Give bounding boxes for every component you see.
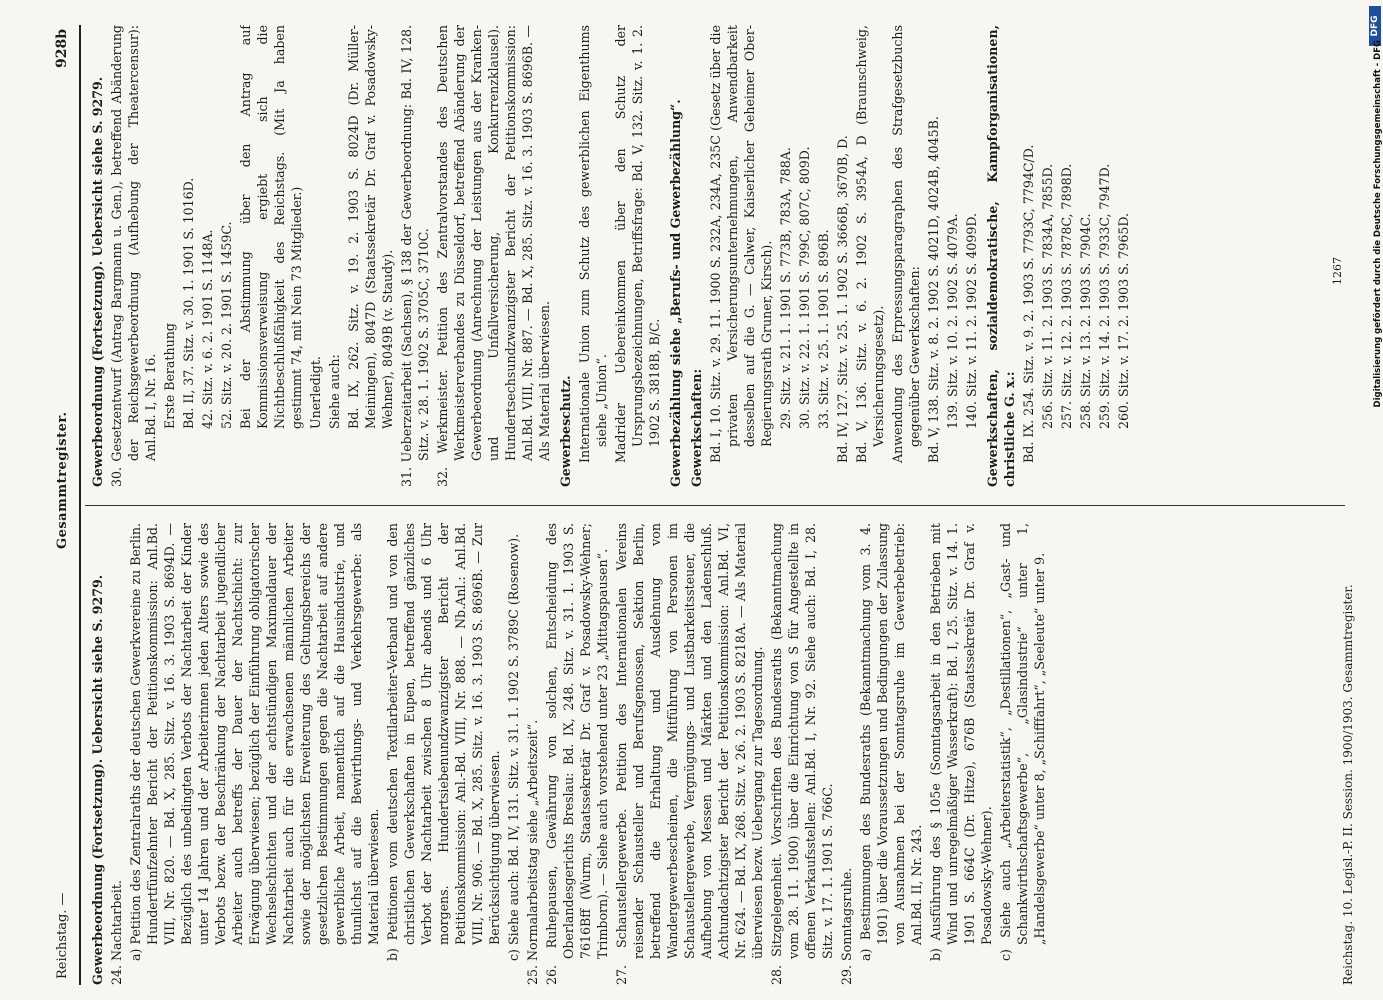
gewerbeschutz-union: Internationale Union zum Schutz des gewerblichen Eigenthums siehe „Union“. — [577, 25, 609, 463]
header-rule — [79, 25, 81, 985]
gewerkschaften-line-10: 140. Sitz. v. 11. 2. 1902 S. 4099D. — [964, 212, 979, 429]
section-heading: Gewerbeordnung (Fortsetzung). Uebersicht siehe S. 9279. — [90, 574, 105, 985]
gewerkschaften-line-4: 33. Sitz. v. 25. 1. 1901 S. 896B. — [816, 229, 831, 429]
gewerkschaften-sozial-line-3: 257. Sitz. v. 12. 2. 1903 S. 7878C, 7898D. — [1059, 163, 1074, 429]
gewerkschaften-erpressung: Anwendung des Erpressungsparagraphen des Strafgesetzbuchs gegenüber Gewerkschaften: — [890, 25, 922, 463]
page-footer — [1341, 25, 1361, 985]
gewerkschaften-line-5: Bd. IV, 127. Sitz. v. 25. 1. 1902 S. 3666B, 3670B, D. — [835, 135, 850, 463]
gewerkschaften-sozial-line-5: 259. Sitz. v. 14. 2. 1903 S. 7933C, 7947D. — [1097, 163, 1112, 429]
entry-24: 24. Nachtarbeit. — [109, 880, 124, 985]
entry-29c: c) Siehe auch „Arbeiterstatistik“, „Destillationen“, „Gast- und Schankwirthschaftsgewerbe“, „Glasindustrie“ unter 1, „Handelsgewerbe“ unter 8, „Schifffahrt“, „Seeleute“ unter 9. — [998, 523, 1047, 961]
gewerkschaften-line-2: 29. Sitz. v. 21. 1. 1901 S. 773B, 783A, 788A. — [778, 147, 793, 429]
gewerkschaften-sozial-heading: Gewerkschaften, sozialdemokratische, Kampforganisationen, christliche G. x.: — [985, 25, 1017, 487]
entry-30-vote: Bei der Abstimmung über den Antrag auf Kommissionsverweisung ergiebt sich die Nichtbeschlußfähigkeit des Reichstags. (Mit Ja haben gestimmt 74, mit Nein 73 Mitglieder.) — [238, 25, 304, 429]
entry-30-unerledigt: Unerledigt. — [308, 356, 323, 429]
header-title: Gesammtregister. — [54, 411, 70, 550]
gewerkschaften-line-6: Bd. V, 136. Sitz. v. 6. 2. 1902 S. 3954A, D (Braunschweig, Versicherungsgesetz). — [854, 25, 886, 463]
gewerkschaften-sozial-line-4: 258. Sitz. v. 13. 2. 1903 S. 7904C. — [1078, 213, 1093, 429]
section-heading-right: Gewerbeordnung (Fortsetzung). Uebersicht siehe S. 9279. — [90, 76, 105, 487]
gewerkschaften-line-8: Bd. V, 138. Sitz. v. 8. 2. 1902 S. 4021D, 4024B, 4045B. — [926, 116, 941, 463]
gewerkschaften-sozial-line-2: 256. Sitz. v. 11. 2. 1903 S. 7834A, 7855D. — [1040, 163, 1055, 429]
entry-30-first-reading: Erste Berathung — [162, 323, 177, 429]
entry-24c: c) Siehe auch: Bd. IV, 131. Sitz. v. 31. 1. 1902 S. 3789C (Rosenow). — [506, 533, 521, 961]
entry-29: 29. Sonntagsruhe. — [839, 867, 854, 985]
gewerkschaften-heading: Gewerkschaften: — [689, 368, 704, 487]
entry-30-line-2: 42. Sitz. v. 6. 2. 1901 S. 1148A. — [200, 229, 215, 429]
page-header — [45, 25, 79, 985]
digitization-credit — [1372, 40, 1383, 940]
gewerkschaften-sozial-line-1: Bd. IX. 254. Sitz. v. 9. 2. 1903 S. 7793C, 7794C/D. — [1021, 144, 1036, 463]
entry-29b: b) Ausführung des § 105e (Sonntagsarbeit in den Betrieben mit Wind und unregelmäßiger Wasserkraft): Bd. I, 25. Sitz. v. 14. 1. 1901 S. 664C (Dr. Hitze), 676B (Staatssekretär Dr. Graf v. Posadowsky-Wehner). — [928, 523, 994, 961]
left-column — [85, 523, 1335, 985]
footer-page-number: 1267 — [1331, 257, 1344, 285]
entry-30: 30. Gesetzentwurf (Antrag Bargmann u. Gen.), betreffend Abänderung der Reichsgewerbeordnung (Aufhebung der Theatercensur): Anl.Bd. I, Nr. 16. — [109, 25, 158, 487]
gewerbezaehlung-heading: Gewerbezählung siehe „Berufs- und Gewerbezählung“. — [668, 99, 683, 487]
rotated-register-page — [45, 25, 1375, 985]
gewerkschaften-line-1: Bd. I, 10. Sitz. v. 29. 11. 1900 S. 232A, 234A, 235C (Gesetz über die privaten Versicherungsunternehmungen, Anwendbarkeit desselben auf die G. — Calwer, Kaiserlicher Geheimer Ober-Regierungsrath Gruner, Kirsch). — [708, 25, 774, 463]
header-left: Reichstag. — — [54, 892, 70, 979]
entry-31: 31. Ueberzeitarbeit (Sachsen), § 138 der Gewerbeordnung: Bd. IV, 128. Sitz. v. 28. 1. 1902 S. 3705C, 3710C. — [399, 25, 431, 487]
dfg-logo-text: DFG — [1370, 15, 1380, 37]
footer-text: Reichstag. 10. Legisl.-P. II. Session. 1900/1903. Gesammtregister. — [1341, 584, 1355, 985]
digitization-credit-text: Digitalisierung gefördert durch die Deutsche Forschungsgemeinschaft - DFG — [1373, 40, 1383, 408]
gewerkschaften-line-9: 139. Sitz. v. 10. 2. 1902 S. 4079A. — [945, 213, 960, 429]
gewerkschaften-line-3: 30. Sitz. v. 22. 1. 1901 S. 799C, 807C, 809D. — [797, 146, 812, 429]
right-column — [85, 25, 1335, 487]
entry-26: 26. Ruhepausen, Gewährung von solchen, Entscheidung des Oberlandesgerichts Breslau: Bd. IX, 248. Sitz. v. 31. 1. 1903 S. 7616Bff (Wurm, Staatssekretär Dr. Graf v. Posadowsky-Wehner; Trimborn). — Siehe auch vorstehend unter 23 „Mittagspausen“. — [544, 523, 610, 985]
entry-30-see-also-text: Bd. IX, 262. Sitz. v. 19. 2. 1903 S. 8024D (Dr. Müller-Meiningen), 8047D (Staatssekretär Dr. Graf v. Posadowsky-Wehner), 8049B (v. Staudy). — [346, 25, 395, 429]
entry-24b: b) Petitionen vom deutschen Textilarbeiter-Verband und von den christlichen Gewerkschaften in Eupen, betreffend gänzliches Verbot der Nachtarbeit zwischen 8 Uhr abends und 6 Uhr morgens. Hundertsiebenundzwanzigster Bericht der Petitionskommission: Anl.-Bd. VIII, Nr. 888. — Nb.Anl.: Anl.Bd. VIII, Nr. 906. — Bd. X, 285. Sitz. v. 16. 3. 1903 S. 8696B. — Zur Berücksichtigung überwiesen. — [385, 523, 502, 961]
entry-24a: a) Petition des Zentralraths der deutschen Gewerkvereine zu Berlin. Hundertfünfzehnter Bericht der Petitionskommission: Anl.Bd. VIII, Nr. 820. — Bd. X, 285. Sitz. v. 16. 3. 1903 S. 8694D. — Bezüglich des unbedingten Verbots der Nachtarbeit der Kinder unter 14 Jahren und der Arbeiterinnen jeden Alters sowie des Verbots bezw. der Beschränkung der Nachtarbeit jugendlicher Arbeiter auch betreffs der Dauer der Nachtschicht: zur Erwägung überwiesen; bezüglich der Einführung obligatorischer Wechselschichten und der achtstündigen Maximaldauer der Nachtarbeit auch für die erwachsenen männlichen Arbeiter sowie der möglichsten Erweiterung des Geltungsbereichs der gesetzlichen Bestimmungen gegen die Nachtarbeit auf andere gewerbliche Arbeit, namentlich auf die Hausindustrie, und thunlichst auf die Bewirthungs- und Verkehrsgewerbe: als Material überwiesen. — [128, 523, 381, 961]
entry-27: 27. Schaustellergewerbe. Petition des Internationalen Vereins reisender Schausteller und Berufsgenossen, Sektion Berlin, betreffend die Erhaltung und Ausdehnung von Wandergewerbescheinen, die Mitführung von Personen im Schaustellergewerbe, Vergnügungs- und Lustbarkeitssteuer, die Aufhebung von Messen und Märkten und den Ladenschluß. Achtundachtzigster Bericht der Petitionskommission: Anl.Bd. VI, Nr. 624. — Bd. IX, 268. Sitz. v. 26. 2. 1903 S. 8218A. — Als Material überwiesen bezw. Uebergang zur Tagesordnung. — [614, 523, 765, 985]
entry-29a: a) Bestimmungen des Bundesraths (Bekanntmachung vom 3. 4. 1901) über die Voraussetzungen und Bedingungen der Zulassung von Ausnahmen bei der Sonntagsruhe im Gewerbebetrieb: Anl.Bd. II, Nr. 243. — [858, 523, 924, 961]
column-divider — [85, 505, 1345, 506]
entry-25: 25. Normalarbeitstag siehe „Arbeitszeit“. — [525, 719, 540, 985]
gewerbeschutz-heading: Gewerbeschutz. — [558, 375, 573, 487]
gewerbeschutz-madrid: Madrider Uebereinkommen über den Schutz der Ursprungsbezeichnungen, Betriffsfrage: Bd. V, 132. Sitz. v. 1. 2. 1902 S. 3818B, B/C. — [613, 25, 662, 463]
gewerkschaften-sozial-line-6: 260. Sitz. v. 17. 2. 1903 S. 7965D. — [1116, 212, 1131, 429]
entry-30-see-also: Siehe auch: — [327, 354, 342, 429]
entry-30-line-1: Bd. II, 37. Sitz. v. 30. 1. 1901 S. 1016D. — [181, 177, 196, 429]
page-number: 928b — [54, 29, 70, 69]
entry-28: 28. Sitzgelegenheit. Vorschriften des Bundesraths (Bekanntmachung vom 28. 11. 1900) über die Einrichtung von S für Angestellte in offenen Verkaufsstellen: Anl.Bd. I, Nr. 92. Siehe auch: Bd. I, 28. Sitz. v. 17. 1. 1901 S. 766C. — [769, 523, 835, 985]
entry-30-line-3: 52. Sitz. v. 20. 2. 1901 S. 1459C. — [219, 221, 234, 429]
entry-32: 32. Werkmeister. Petition des Zentralvorstandes des Deutschen Werkmeisterverbandes zu Düsseldorf, betreffend Abänderung der Gewerbeordnung (Anrechnung der Leistungen aus der Kranken- und Unfallversicherung, Konkurrenzklausel). Hundertsechsundzwanzigster Bericht der Petitionskommission: Anl.Bd. VIII, Nr. 887. — Bd. X, 285. Sitz. v. 16. 3. 1903 S. 8696B. — Als Material überwiesen. — [435, 25, 552, 487]
